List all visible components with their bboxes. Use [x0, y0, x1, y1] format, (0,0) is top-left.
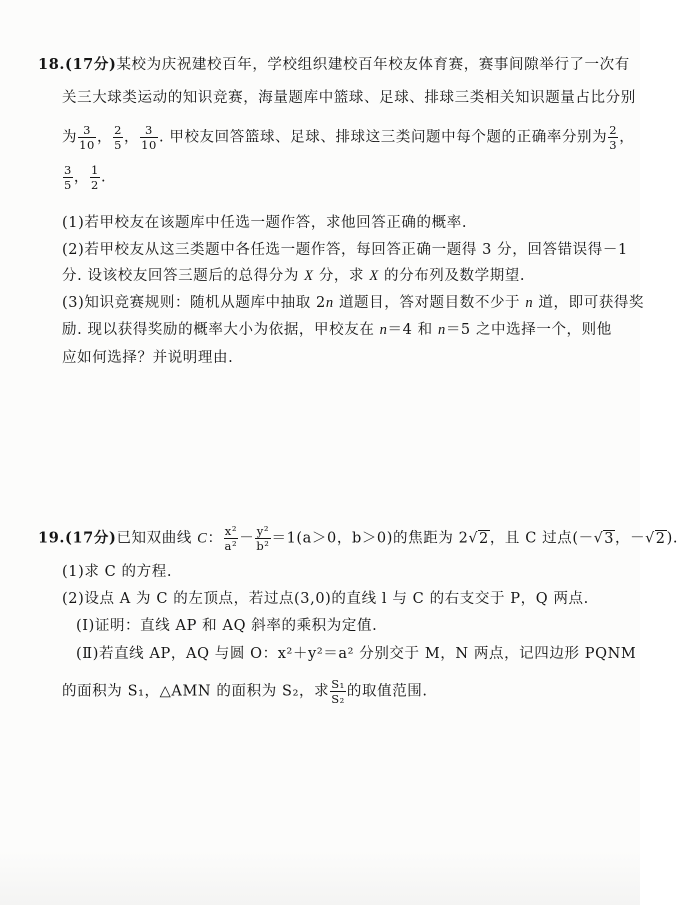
sqrt-2: 2: [478, 530, 489, 547]
p19-question-2-line-1: (2)设点 A 为 C 的左顶点，若过点(3,0)的直线 l 与 C 的右支交于 P，Q 两点.: [62, 591, 589, 607]
p18-question-2-line-1: (2)若甲校友从这三类题中各任选一题作答，每回答正确一题得 3 分，回答错误得－1: [62, 242, 628, 258]
p19-question-2-part-ii-line-2: 的面积为 S₁，△AMN 的面积为 S₂，求 $\frac{\text{S₁}}{\text{S₂}}$ 的取值范围.: [62, 677, 428, 706]
sqrt-3: 3: [604, 530, 615, 547]
p18-text-1: 某校为庆祝建校百年，学校组织建校百年校友体育赛，赛事间隙举行了一次有: [116, 57, 630, 73]
p18-text-3-pre: 为: [62, 129, 78, 146]
p19-question-1: (1)求 C 的方程.: [62, 564, 173, 580]
p18-question-3-line-3: 应如何选择？并说明理由.: [62, 350, 234, 366]
p18-line-1: [38, 56, 630, 74]
accuracy-volleyball: $\frac{1}{2}$: [91, 163, 99, 192]
p18-question-3-line-2: 励. 现以获得奖励的概率大小为依据，甲校友在 n＝4 和 n＝5 之中选择一个，则他: [62, 322, 612, 338]
ratio-volleyball: $\frac{3}{10}$: [141, 123, 157, 152]
p18-line-4: $\frac{3}{5}$ ， $\frac{1}{2}$ .: [64, 163, 107, 192]
p18-line-2: [62, 89, 636, 107]
page-bottom-shading: [0, 850, 640, 905]
p18-line-3: 为 $\frac{3}{10}$ ， $\frac{2}{5}$ ， $\frac{3}{10}$ . 甲校友回答篮球、足球、排球这三类问题中每个题的正确率分别为 $\frac{2}{3}$ ，: [62, 123, 635, 152]
area-ratio: $\frac{\text{S₁}}{\text{S₂}}$: [331, 677, 345, 706]
p18-question-3-line-1: (3)知识竞赛规则：随机从题库中抽取 2n 道题目，答对题目数不少于 n 道，即可获得奖: [62, 295, 645, 311]
sqrt-2-second: 2: [655, 530, 666, 547]
p19-header: 19.(17分): [38, 529, 117, 547]
p18-text-3-mid: . 甲校友回答篮球、足球、排球这三类问题中每个题的正确率分别为: [158, 129, 608, 146]
p18-text-2: 关三大球类运动的知识竞赛，海量题库中篮球、足球、排球三类相关知识题量占比分别: [62, 90, 636, 106]
p19-line-1: 19.(17分)已知双曲线 C： $\frac{\text{x²}}{\text{a²}}$ － $\frac{\text{y²}}{\text{b²}}$ ＝1(a＞0，b＞0)的焦距为 2√2，且 C 过点(－√3，－√2).: [38, 524, 678, 553]
p19-question-2-part-i: (Ⅰ)证明：直线 AP 和 AQ 斜率的乘积为定值.: [76, 618, 378, 634]
hyperbola-y-term: $\frac{\text{y²}}{\text{b²}}$: [256, 524, 270, 553]
accuracy-football: $\frac{3}{5}$: [64, 163, 72, 192]
ratio-football: $\frac{2}{5}$: [114, 123, 122, 152]
p18-question-1: (1)若甲校友在该题库中任选一题作答，求他回答正确的概率.: [62, 215, 468, 231]
p18-question-2-line-2: 分. 设该校友回答三题后的总得分为 X 分，求 X 的分布列及数学期望.: [62, 268, 526, 284]
p18-header: 18.(17分): [38, 56, 117, 73]
hyperbola-x-term: $\frac{\text{x²}}{\text{a²}}$: [224, 524, 238, 553]
p19-question-2-part-ii-line-1: (Ⅱ)若直线 AP，AQ 与圆 O：x²＋y²＝a² 分别交于 M，N 两点，记四边形 PQNM: [76, 646, 637, 662]
ratio-basketball: $\frac{3}{10}$: [79, 123, 95, 152]
accuracy-basketball: $\frac{2}{3}$: [609, 123, 618, 152]
